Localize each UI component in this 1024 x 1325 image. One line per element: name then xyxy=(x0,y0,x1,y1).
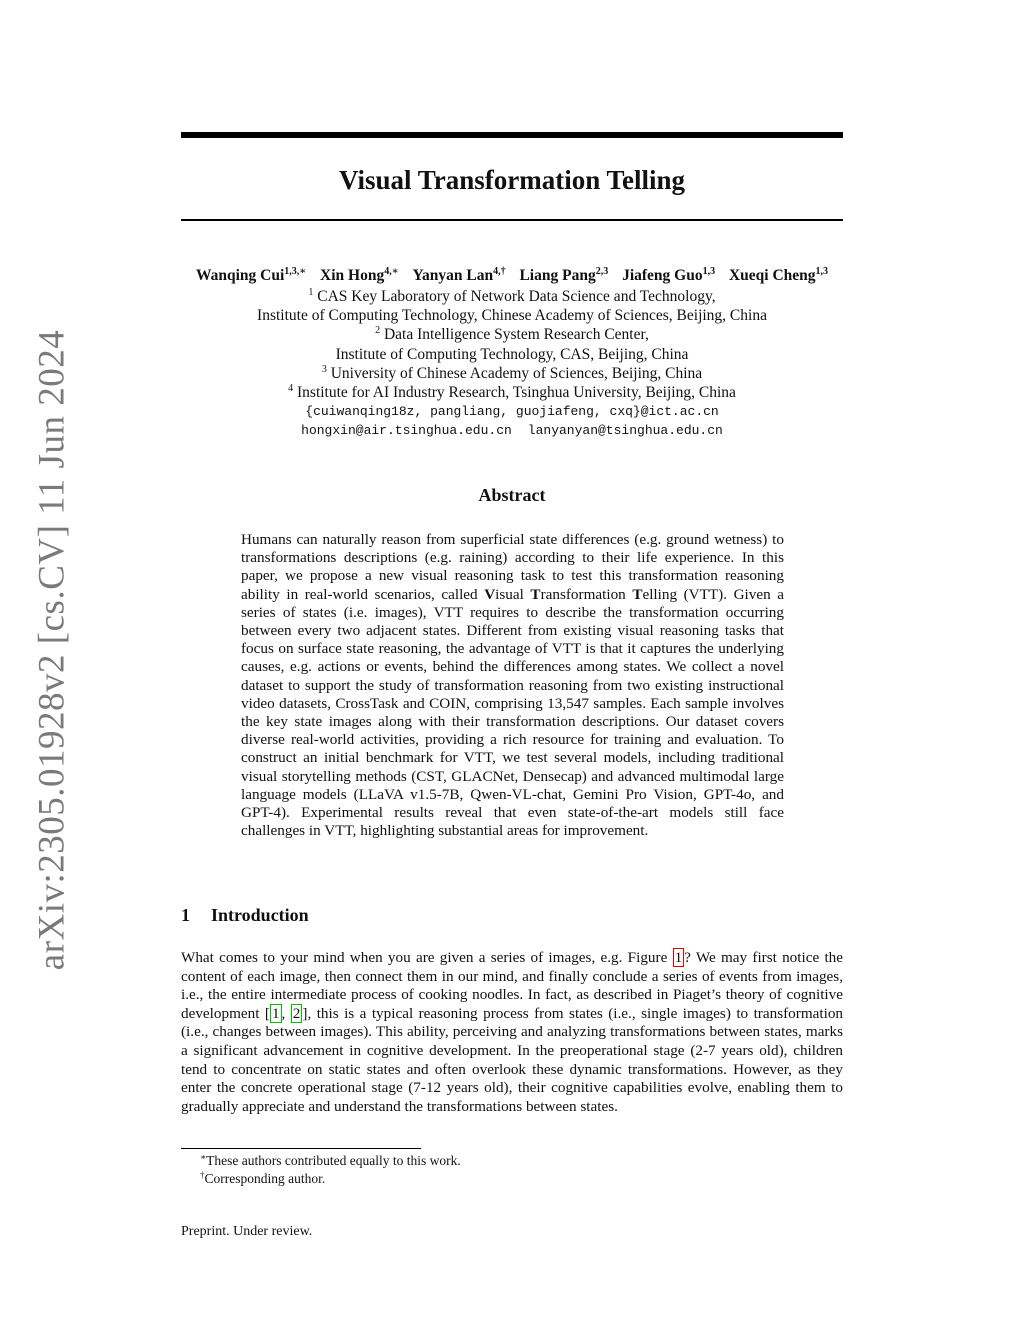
affiliation-line xyxy=(181,306,843,325)
affiliation-text: University of Chinese Academy of Sciences, Beijing, China xyxy=(330,364,703,382)
author-name: Wanqing Cui xyxy=(195,267,285,284)
author-name: Yanyan Lan xyxy=(412,267,494,284)
author-affiliation-mark: 4,∗ xyxy=(384,266,399,277)
abstract-text: isual xyxy=(495,585,531,603)
footnote xyxy=(200,1170,461,1188)
affiliation-line xyxy=(181,383,843,402)
email-address[interactable]: lanyanyan@tsinghua.edu.cn xyxy=(527,423,723,439)
author-name: Liang Pang xyxy=(519,267,596,284)
email-line xyxy=(181,402,843,421)
preprint-note: Preprint. Under review. xyxy=(181,1224,313,1239)
title-rule-bottom xyxy=(181,219,843,221)
email-line xyxy=(181,421,843,440)
section-heading-introduction xyxy=(181,904,309,926)
affiliation-block xyxy=(181,287,843,441)
author xyxy=(320,267,399,284)
affiliation-mark: 1 xyxy=(308,287,314,298)
footnote-text: These authors contributed equally to this work. xyxy=(206,1153,461,1168)
author-name: Jiafeng Guo xyxy=(622,267,703,284)
affiliation-text: Institute of Computing Technology, CAS, Beijing, China xyxy=(335,345,689,363)
abstract-text: ransformation xyxy=(540,585,633,603)
body-text: ], this is a typical reasoning process from states (i.e., single images) to transformation (i.e., changes between images). This ability, perceiving and analyzing transformations between states, marks a significant advancement in cognitive development. In the preoperational stage (2-7 years old), children tend to concentrate on static states and often overlook these dynamic transformations. However, as they enter the concrete operational stage (7-12 years old), their cognitive capabilities evolve, enabling them to gradually appreciate and understand the transformations between states. xyxy=(181,1004,844,1115)
abstract-body xyxy=(241,531,784,840)
citation-link[interactable]: 2 xyxy=(292,1004,301,1022)
affiliation-mark: 3 xyxy=(321,363,327,375)
footnotes xyxy=(200,1152,461,1188)
affiliation-text: Institute for AI Industry Research, Tsinghua University, Beijing, China xyxy=(297,383,736,401)
affiliation-line xyxy=(181,325,843,344)
body-text: ? We may first notice the content of each image, then connect them in our mind, and finally conclude a series of events from images, i.e., the entire intermediate process of cooking noodles. In fact, as described in Piaget’s theory of cognitive development [ xyxy=(181,949,843,1022)
author xyxy=(196,267,306,284)
abstract-text: Humans can naturally reason from superficial state differences (e.g. ground wetness) to transformations descriptions (e.g. raining) according to their life experience. In this paper, we propose a new visual reasoning task to test this transformation reasoning ability in real-world scenarios, called xyxy=(241,531,784,603)
body-text: , xyxy=(281,1004,291,1022)
arxiv-identifier[interactable]: arXiv:2305.01928v2 [cs.CV] 11 Jun 2024 xyxy=(31,329,73,971)
paper-title: Visual Transformation Telling xyxy=(338,165,686,195)
body-text: What comes to your mind when you are given a series of images, e.g. Figure xyxy=(181,949,673,966)
abstract-text: (VTT). Given a series of states (i.e. images), VTT requires to describe the transformation occurring between every two adjacent states. Different from existing visual reasoning tasks that focus on surface state reasoning, the advantage of VTT is that it captures the underlying causes, e.g. actions or events, behind the differences among states. We collect a novel dataset to support the study of transformation reasoning from two existing instructional video datasets, CrossTask and COIN, comprising 13,547 samples. Each sample involves the key state images along with their transformation descriptions. Our dataset covers diverse real-world activities, providing a rich resource for training and evaluation. To construct an initial benchmark for VTT, we test several models, including traditional visual storytelling methods (CST, GLACNet, Densecap) and advanced multimodal large language models (LLaVA v1.5-7B, Qwen-VL-chat, Gemini Pro Vision, GPT-4o, and GPT-4). Experimental results reveal that even state-of-the-art models still face challenges in VTT, highlighting substantial areas for improvement. xyxy=(241,585,784,840)
section-title: Introduction xyxy=(211,905,309,925)
email-address[interactable]: hongxin@air.tsinghua.edu.cn xyxy=(301,423,512,439)
affiliation-line xyxy=(181,287,843,306)
author-name: Xin Hong xyxy=(320,267,385,284)
acronym-letter: V xyxy=(484,585,496,603)
affiliation-line xyxy=(181,345,843,364)
affiliation-text: Institute of Computing Technology, Chinese Academy of Sciences, Beijing, China xyxy=(257,307,767,325)
citation-link[interactable]: 1 xyxy=(271,1004,280,1022)
footnote xyxy=(200,1152,461,1170)
acronym-letter: T xyxy=(530,585,541,603)
author-affiliation-mark: 1,3 xyxy=(702,266,716,277)
abstract-text: elling xyxy=(642,585,678,603)
author xyxy=(729,267,828,284)
author-affiliation-mark: 4,† xyxy=(493,266,506,277)
author-affiliation-mark: 1,3,∗ xyxy=(284,266,307,277)
acronym-letter: T xyxy=(632,585,643,603)
affiliation-text: CAS Key Laboratory of Network Data Science and Technology, xyxy=(317,288,716,305)
footnote-mark: ∗ xyxy=(200,1152,207,1162)
author-list xyxy=(150,266,874,286)
affiliation-text: Data Intelligence System Research Center, xyxy=(383,326,649,344)
email-address[interactable]: {cuiwanqing18z, pangliang, guojiafeng, cxq}@ict.ac.cn xyxy=(305,404,719,420)
author-affiliation-mark: 2,3 xyxy=(595,266,609,277)
footnote-text: Corresponding author. xyxy=(204,1171,326,1186)
affiliation-mark: 2 xyxy=(375,325,381,337)
affiliation-line xyxy=(181,364,843,383)
author xyxy=(413,267,506,284)
author-affiliation-mark: 1,3 xyxy=(815,266,829,277)
title-rule-top xyxy=(181,132,843,138)
author-name: Xueqi Cheng xyxy=(728,267,816,284)
author xyxy=(519,267,608,284)
section-number: 1 xyxy=(181,905,190,925)
abstract-heading: Abstract xyxy=(478,485,546,505)
footnote-mark: † xyxy=(200,1170,205,1180)
footnote-rule xyxy=(181,1148,421,1149)
figure-reference-link[interactable]: 1 xyxy=(674,949,683,966)
introduction-paragraph xyxy=(181,949,843,1116)
author xyxy=(622,267,715,284)
affiliation-mark: 4 xyxy=(288,382,294,394)
